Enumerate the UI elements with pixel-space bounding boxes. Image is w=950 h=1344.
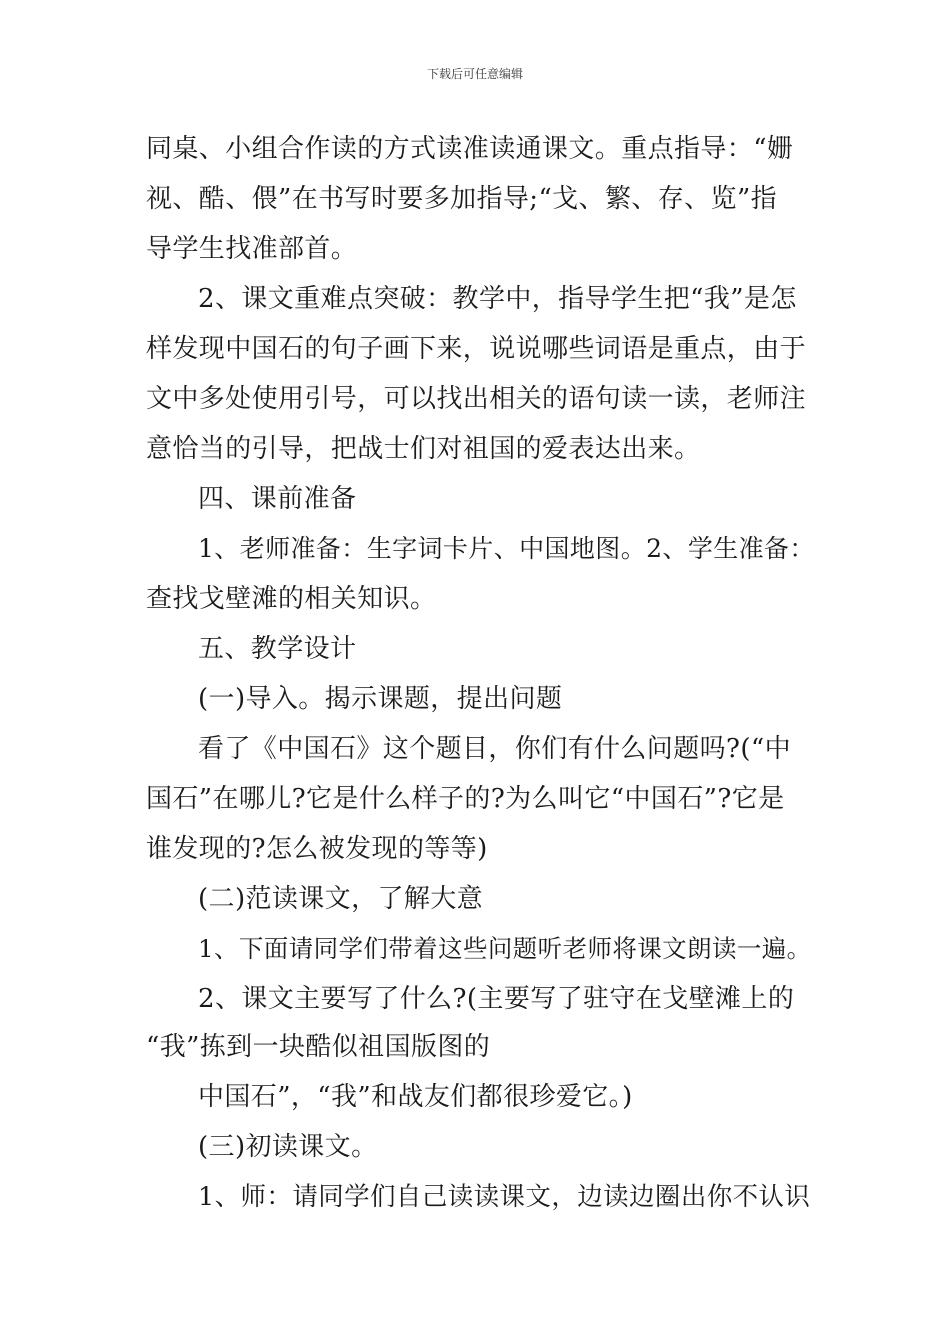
text-line: 1、师：请同学们自己读读课文，边读边圈出你不认识 xyxy=(198,1182,811,1212)
subsection-heading: (一)导入。揭示课题，提出问题 xyxy=(198,684,563,714)
section-heading: 四、课前准备 xyxy=(198,484,357,514)
text-line: 看了《中国石》这个题目，你们有什么问题吗?(“中 xyxy=(198,734,791,764)
text-line: 样发现中国石的句子画下来，说说哪些词语是重点，由于 xyxy=(146,334,807,364)
text-line: 2、课文主要写了什么?(主要写了驻守在戈壁滩上的 xyxy=(198,984,795,1014)
page-header-note: 下载后可任意编辑 xyxy=(426,67,523,81)
text-line: 文中多处使用引号，可以找出相关的语句读一读，老师注 xyxy=(146,384,807,414)
text-line: 谁发现的?怎么被发现的等等) xyxy=(146,834,488,864)
text-line: 查找戈壁滩的相关知识。 xyxy=(146,584,437,614)
text-line: 同桌、小组合作读的方式读准读通课文。重点指导：“姗 xyxy=(146,134,794,164)
text-line: 1、老师准备：生字词卡片、中国地图。2、学生准备： xyxy=(198,534,815,563)
subsection-heading: (二)范读课文，了解大意 xyxy=(198,884,484,914)
text-line: 2、课文重难点突破：教学中，指导学生把“我”是怎 xyxy=(198,284,797,314)
text-line: 意恰当的引导，把战士们对祖国的爱表达出来。 xyxy=(146,434,701,464)
text-line: 国石”在哪儿?它是什么样子的?为么叫它“中国石”?它是 xyxy=(146,784,785,814)
text-line: 视、酷、偎”在书写时要多加指导;“戈、繁、存、览”指 xyxy=(146,184,778,214)
text-line: 导学生找准部首。 xyxy=(146,234,358,264)
text-line: 中国石”，“我”和战友们都很珍爱它。) xyxy=(198,1082,633,1112)
text-line: 1、下面请同学们带着这些问题听老师将课文朗读一遍。 xyxy=(198,934,812,963)
text-line: “我”拣到一块酷似祖国版图的 xyxy=(146,1032,491,1062)
section-heading: 五、教学设计 xyxy=(198,634,357,664)
subsection-heading: (三)初读课文。 xyxy=(198,1132,378,1162)
